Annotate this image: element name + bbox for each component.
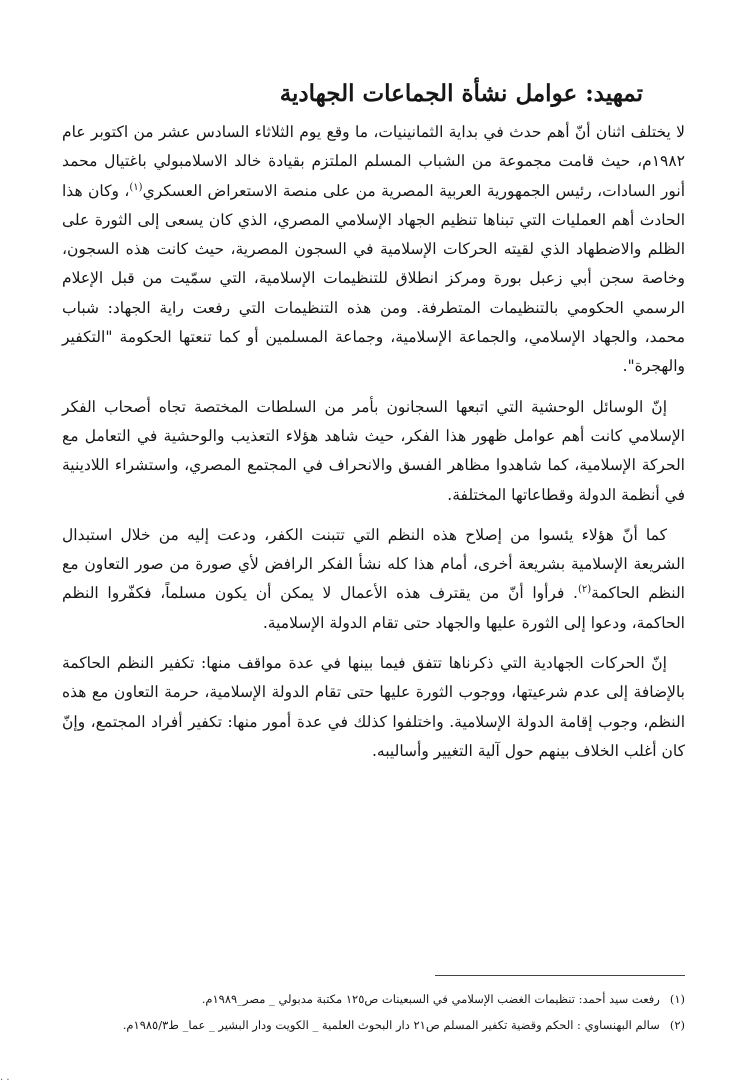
footnotes (80, 986, 685, 1038)
paragraph-4 (62, 649, 685, 766)
footnote-1 (80, 986, 685, 1012)
paragraph-2-text: إنّ الوسائل الوحشية التي اتبعها السجانون بأمر من السلطات المختصة تجاه أصحاب الفكر الإسلامي كانت أهم عوامل ظهور هذا الفكر، حيث شاهد هؤلاء التعذيب والوحشية في التعامل مع الحركة الإسلامية، كما شاهدوا مظاهر الفسق والانحراف في المجتمع المصري، واستشراء اللادينية في أنظمة الدولة وقطاعاتها المختلفة. (62, 397, 685, 504)
paragraph-4-text: إنّ الحركات الجهادية التي ذكرناها تتفق فيما بينها في عدة مواقف منها: تكفير النظم الحاكمة بالإضافة إلى عدم شرعيتها، ووجوب الثورة عليها حتى تقام الدولة الإسلامية، حرمة التعاون مع هذه النظم، وجوب إقامة الدولة الإسلامية. واختلفوا كذلك في عدة أمور منها: تكفير أفراد المجتمع، وإنّ كان أغلب الخلاف بينهم حول آلية التغيير وأساليبه. (62, 654, 685, 760)
footnote-ref-1[interactable]: (١) (129, 181, 143, 193)
footnote-2 (80, 1012, 685, 1038)
paragraph-2 (62, 393, 685, 510)
paragraph-1-tail: ، وكان هذا الحادث أهم العمليات التي تبناها تنظيم الجهاد الإسلامي المصري، الذي كان يسعى إلى الثورة على الظلم والاضطهاد الذي لقيته الحركات الإسلامية في السجون المصرية، حيث كانت هذه السجون، وخاصة سجن أبي زعبل بورة ومركز انطلاق للتنظيمات الإسلامية، التي سمّيت من قبل الإعلام الرسمي الحكومي بالتنظيمات المتطرفة. ومن هذه التنظيمات التي رفعت راية الجهاد: شباب محمد، والجهاد الإسلامي، والجماعة الإسلامية، وجماعة المسلمين أو كما تنعتها الحكومة "التكفير والهجرة". (62, 181, 685, 376)
footnote-1-number: (١) (669, 992, 685, 1006)
paragraph-3 (62, 521, 685, 638)
paragraph-3-text: كما أنّ هؤلاء يئسوا من إصلاح هذه النظم التي تتبنت الكفر، ودعت إليه من خلال استبدال الشريعة الإسلامية بشريعة أخرى، أمام هذا كله نشأ الفكر الرافض لأي صورة من صور التعاون مع النظم الحاكمة (62, 525, 685, 603)
body-text (62, 118, 685, 777)
paragraph-1-text: لا يختلف اثنان أنّ أهم حدث في بداية الثمانينيات، ما وقع يوم الثلاثاء السادس عشر من اكتوبر عام ١٩٨٢م، حيث قامت مجموعة من الشباب المسلم الملتزم بقيادة خالد الاسلامبولي باغتيال محمد أنور السادات، رئيس الجمهورية العربية المصرية من على منصة الاستعراض العسكري (62, 123, 685, 200)
scan-specks: . . (0, 1072, 10, 1083)
paragraph-3-tail: . فرأوا أنّ من يقترف هذه الأعمال لا يمكن أن يكون مسلماً، فكفّروا النظم الحاكمة، ودعوا إلى الثورة عليها والجهاد حتى تقام الدولة الإسلامية. (62, 584, 685, 632)
page-heading: تمهيد: عوامل نشأة الجماعات الجهادية (279, 80, 643, 107)
footnote-2-number: (٢) (669, 1018, 685, 1032)
paragraph-1 (62, 118, 685, 382)
footnote-1-text: رفعت سيد أحمد: تنظيمات الغضب الإسلامي في السبعينات ص١٢٥ مكتبة مدبولي _ مصر_١٩٨٩م. (201, 992, 660, 1006)
footnote-ref-2[interactable]: (٢) (577, 584, 592, 596)
footnote-2-text: سالم البهنساوي : الحكم وقضية تكفير المسلم ص٢١ دار البحوث العلمية _ الكويت ودار البشير _ عما_ ط١٩٨٥/٣م. (122, 1018, 660, 1032)
footnote-divider (435, 975, 685, 976)
